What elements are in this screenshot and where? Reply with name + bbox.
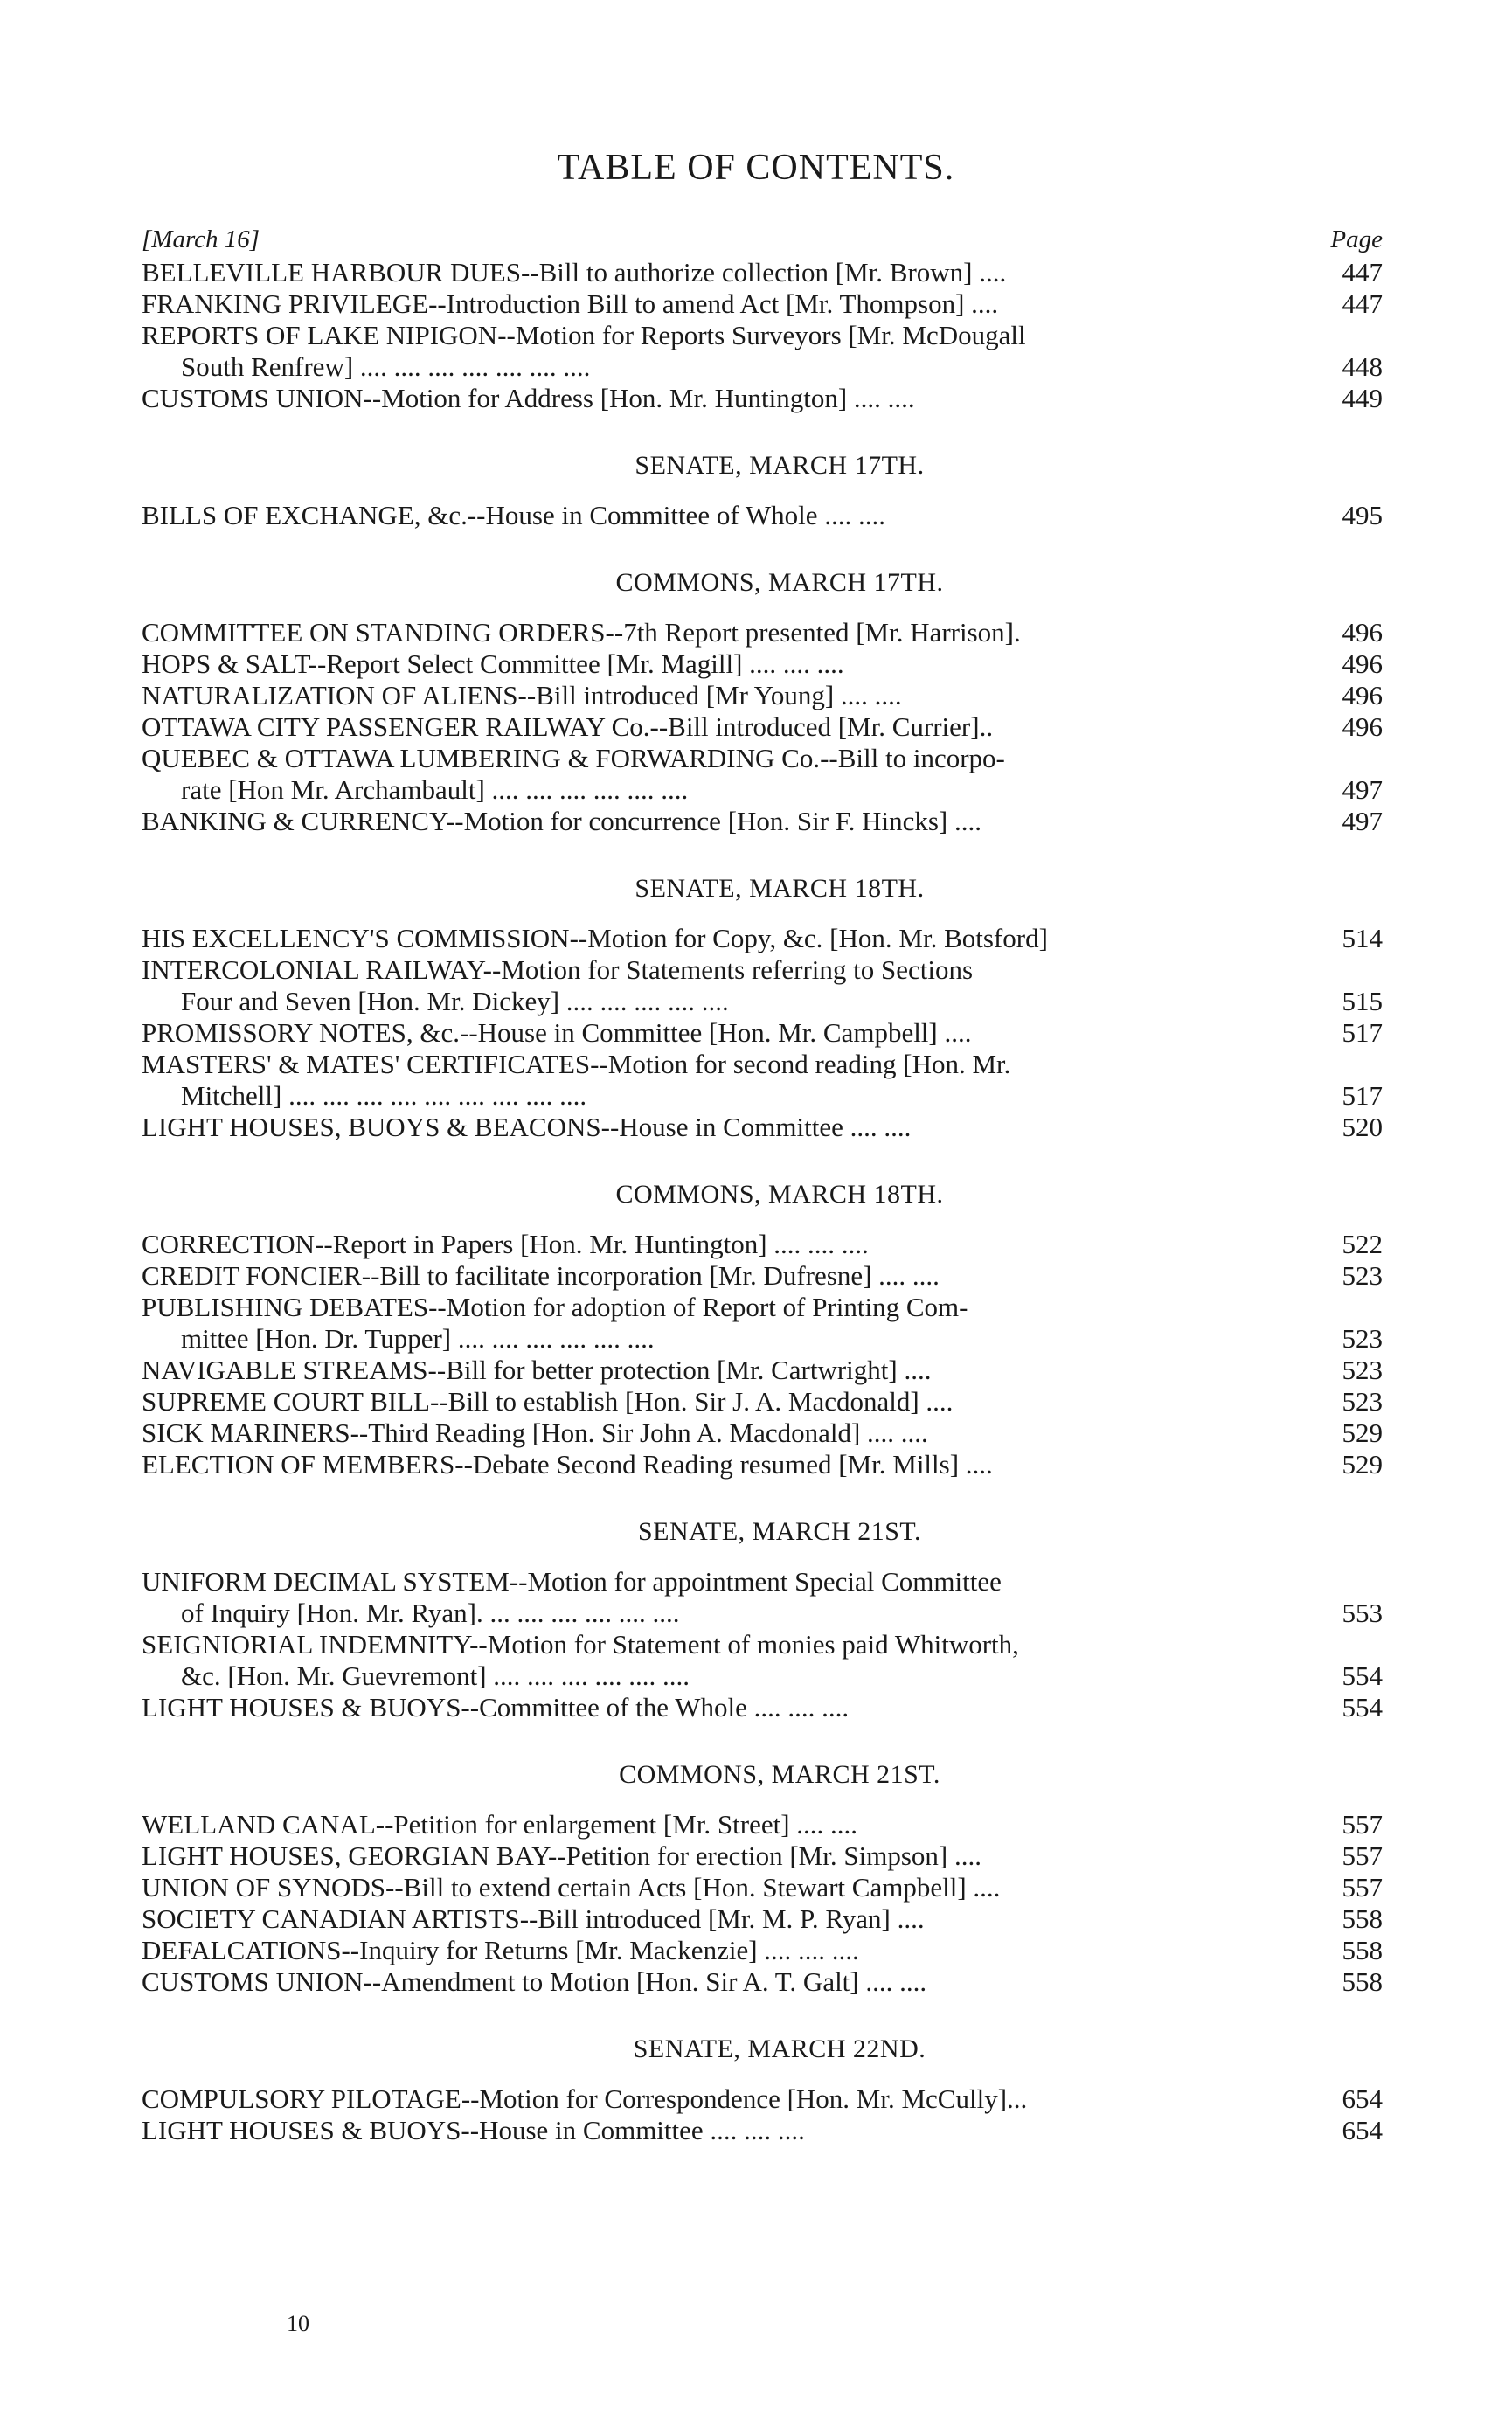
toc-entry-text: NATURALIZATION OF ALIENS--Bill introduced [Mr Young] .... .... (142, 680, 902, 710)
toc-entry-text: of Inquiry [Hon. Mr. Ryan]. ... .... .... .... .... .... (181, 1598, 680, 1628)
toc-entry-text: CORRECTION--Report in Papers [Hon. Mr. Huntington] .... .... .... (142, 1229, 869, 1259)
toc-entry-text: South Renfrew] .... .... .... .... .... .... .... (181, 351, 591, 382)
toc-entry-text: BELLEVILLE HARBOUR DUES--Bill to authorize collection [Mr. Brown] .... (142, 257, 1007, 288)
toc-entry-text: COMPULSORY PILOTAGE--Motion for Correspondence [Hon. Mr. McCully]... (142, 2083, 1028, 2114)
toc-entry (142, 1629, 1383, 1660)
toc-entry (142, 1598, 1383, 1629)
toc-entry-text: LIGHT HOUSES & BUOYS--House in Committee .... .... .... (142, 2115, 805, 2145)
toc-entry-page: 522 (1342, 1229, 1383, 1259)
section-heading: SENATE, MARCH 21ST. (638, 1517, 921, 1546)
toc-entry-text: CREDIT FONCIER--Bill to facilitate incorporation [Mr. Dufresne] .... .... (142, 1260, 940, 1291)
toc-entry-text: INTERCOLONIAL RAILWAY--Motion for Statements referring to Sections (142, 954, 974, 985)
toc-entry-page: 523 (1342, 1323, 1383, 1354)
toc-entry (142, 743, 1383, 774)
toc-entry (142, 806, 1383, 837)
toc-entry-text: REPORTS OF LAKE NIPIGON--Motion for Reports Surveyors [Mr. McDougall (142, 320, 1026, 350)
toc-entry (142, 1229, 1383, 1260)
toc-entry (142, 1566, 1383, 1598)
toc-entry-text: CUSTOMS UNION--Motion for Address [Hon. Mr. Huntington] .... .... (142, 383, 915, 413)
toc-entry-text: UNION OF SYNODS--Bill to extend certain Acts [Hon. Stewart Campbell] .... (142, 1872, 1001, 1903)
toc-entry-page: 557 (1342, 1840, 1383, 1871)
toc-entry (142, 1292, 1383, 1323)
toc-entry-page: 554 (1342, 1692, 1383, 1723)
toc-entry (142, 1660, 1383, 1692)
toc-entry-text: SEIGNIORIAL INDEMNITY--Motion for Statement of monies paid Whitworth, (142, 1629, 1019, 1660)
toc-entry-page: 529 (1342, 1418, 1383, 1448)
toc-entry-text: SICK MARINERS--Third Reading [Hon. Sir John A. Macdonald] .... .... (142, 1418, 928, 1448)
section-heading: COMMONS, MARCH 21ST. (619, 1760, 940, 1789)
page-title: TABLE OF CONTENTS. (557, 148, 955, 188)
toc-entry (142, 711, 1383, 743)
toc-entry-text: SUPREME COURT BILL--Bill to establish [Hon. Sir J. A. Macdonald] .... (142, 1386, 954, 1417)
toc-entry-page: 520 (1342, 1112, 1383, 1142)
toc-entry (142, 1049, 1383, 1080)
toc-entry-page: 496 (1342, 617, 1383, 648)
toc-entry (142, 1323, 1383, 1355)
toc-entry-page: 447 (1342, 288, 1383, 319)
toc-entry (142, 1080, 1383, 1112)
toc-entry-text: NAVIGABLE STREAMS--Bill for better protection [Mr. Cartwright] .... (142, 1355, 932, 1385)
toc-entry-text: FRANKING PRIVILEGE--Introduction Bill to amend Act [Mr. Thompson] .... (142, 288, 999, 319)
toc-entry-page: 553 (1342, 1598, 1383, 1628)
toc-entry (142, 500, 1383, 531)
toc-entry-page: 517 (1342, 1080, 1383, 1111)
toc-entry (142, 1260, 1383, 1292)
toc-entry (142, 1386, 1383, 1418)
toc-entry-page: 654 (1342, 2115, 1383, 2145)
section-heading: SENATE, MARCH 22ND. (633, 2034, 926, 2063)
toc-section (142, 451, 1383, 531)
toc-entry (142, 1692, 1383, 1723)
toc-entry-text: SOCIETY CANADIAN ARTISTS--Bill introduced [Mr. M. P. Ryan] .... (142, 1903, 925, 1934)
toc-entry (142, 288, 1383, 320)
toc-entry-page: 448 (1342, 351, 1383, 382)
toc-entry (142, 680, 1383, 711)
toc-entry-text: LIGHT HOUSES, BUOYS & BEACONS--House in Committee .... .... (142, 1112, 912, 1142)
toc-section (142, 874, 1383, 1143)
toc-entry (142, 351, 1383, 383)
toc-entry-text: LIGHT HOUSES & BUOYS--Committee of the Whole .... .... .... (142, 1692, 850, 1723)
toc-entry-text: PUBLISHING DEBATES--Motion for adoption of Report of Printing Com- (142, 1292, 968, 1322)
toc-entry (142, 1418, 1383, 1449)
toc-entry (142, 1840, 1383, 1872)
toc-entry (142, 1112, 1383, 1143)
toc-entry-text: OTTAWA CITY PASSENGER RAILWAY Co.--Bill introduced [Mr. Currier].. (142, 711, 994, 742)
toc-entry-page: 554 (1342, 1660, 1383, 1691)
page-column-label: Page (1330, 225, 1383, 253)
toc-entry-text: MASTERS' & MATES' CERTIFICATES--Motion for second reading [Hon. Mr. (142, 1049, 1011, 1079)
toc-entry (142, 954, 1383, 986)
toc-entry-text: Four and Seven [Hon. Mr. Dickey] .... .... .... .... .... (181, 986, 729, 1016)
toc-entry-text: WELLAND CANAL--Petition for enlargement [Mr. Street] .... .... (142, 1809, 858, 1840)
toc-entry-page: 523 (1342, 1260, 1383, 1291)
toc-header (142, 225, 1383, 257)
toc-entry-text: UNIFORM DECIMAL SYSTEM--Motion for appointment Special Committee (142, 1566, 1002, 1597)
toc-entry (142, 1017, 1383, 1049)
toc-entry-page: 523 (1342, 1386, 1383, 1417)
toc-entry-text: HOPS & SALT--Report Select Committee [Mr. Magill] .... .... .... (142, 648, 844, 679)
toc-first-group (142, 257, 1383, 414)
toc-sections (142, 451, 1383, 2146)
toc-entry-page: 557 (1342, 1872, 1383, 1903)
toc-entry-text: CUSTOMS UNION--Amendment to Motion [Hon. Sir A. T. Galt] .... .... (142, 1966, 927, 1997)
footer-page-number: 10 (287, 2311, 309, 2336)
toc-section (142, 1760, 1383, 1998)
toc-entry (142, 1935, 1383, 1966)
toc-entry-page: 497 (1342, 774, 1383, 805)
toc-entry-text: Mitchell] .... .... .... .... .... .... .... .... .... (181, 1080, 587, 1111)
toc-entry (142, 617, 1383, 648)
toc-entry (142, 1809, 1383, 1840)
toc-entry-page: 496 (1342, 680, 1383, 710)
toc-entry-page: 497 (1342, 806, 1383, 836)
toc-entry-page: 495 (1342, 500, 1383, 530)
toc-entry (142, 923, 1383, 954)
toc-entry-text: PROMISSORY NOTES, &c.--House in Committee [Hon. Mr. Campbell] .... (142, 1017, 972, 1048)
toc-entry-text: &c. [Hon. Mr. Guevremont] .... .... .... .... .... .... (181, 1660, 690, 1691)
toc-entry-text: rate [Hon Mr. Archambault] .... .... .... .... .... .... (181, 774, 689, 805)
toc-entry-text: mittee [Hon. Dr. Tupper] .... .... .... .... .... .... (181, 1323, 655, 1354)
toc-section (142, 1180, 1383, 1480)
toc-entry (142, 1355, 1383, 1386)
toc-entry (142, 1872, 1383, 1903)
toc-entry-text: QUEBEC & OTTAWA LUMBERING & FORWARDING Co.--Bill to incorpo- (142, 743, 1005, 773)
toc-body (142, 225, 1383, 2146)
toc-entry-page: 517 (1342, 1017, 1383, 1048)
toc-entry (142, 648, 1383, 680)
toc-entry-page: 515 (1342, 986, 1383, 1016)
toc-entry-page: 654 (1342, 2083, 1383, 2114)
toc-entry-page: 514 (1342, 923, 1383, 953)
toc-section (142, 568, 1383, 837)
toc-entry (142, 2115, 1383, 2146)
toc-entry (142, 320, 1383, 351)
toc-entry (142, 986, 1383, 1017)
toc-entry-page: 447 (1342, 257, 1383, 288)
toc-entry-text: COMMITTEE ON STANDING ORDERS--7th Report presented [Mr. Harrison]. (142, 617, 1021, 648)
toc-entry-text: BILLS OF EXCHANGE, &c.--House in Committee of Whole .... .... (142, 500, 885, 530)
toc-entry (142, 1903, 1383, 1935)
toc-entry (142, 1966, 1383, 1998)
toc-entry-page: 529 (1342, 1449, 1383, 1480)
toc-entry-page: 557 (1342, 1809, 1383, 1840)
toc-entry-page: 496 (1342, 711, 1383, 742)
section-heading: COMMONS, MARCH 18TH. (615, 1180, 944, 1209)
toc-entry-page: 523 (1342, 1355, 1383, 1385)
toc-date: [March 16] (142, 225, 260, 253)
toc-entry-text: BANKING & CURRENCY--Motion for concurrence [Hon. Sir F. Hincks] .... (142, 806, 981, 836)
toc-entry-page: 496 (1342, 648, 1383, 679)
toc-entry (142, 774, 1383, 806)
toc-entry-text: LIGHT HOUSES, GEORGIAN BAY--Petition for erection [Mr. Simpson] .... (142, 1840, 981, 1871)
toc-entry-page: 558 (1342, 1935, 1383, 1965)
toc-entry (142, 383, 1383, 414)
toc-section (142, 2034, 1383, 2146)
toc-section (142, 1517, 1383, 1723)
toc-entry-page: 558 (1342, 1903, 1383, 1934)
toc-entry-text: HIS EXCELLENCY'S COMMISSION--Motion for Copy, &c. [Hon. Mr. Botsford] (142, 923, 1048, 953)
toc-entry-page: 449 (1342, 383, 1383, 413)
toc-entry (142, 257, 1383, 288)
toc-entry (142, 1449, 1383, 1480)
toc-entry-text: ELECTION OF MEMBERS--Debate Second Reading resumed [Mr. Mills] .... (142, 1449, 993, 1480)
toc-entry-page: 558 (1342, 1966, 1383, 1997)
toc-entry-text: DEFALCATIONS--Inquiry for Returns [Mr. Mackenzie] .... .... .... (142, 1935, 859, 1965)
toc-entry (142, 2083, 1383, 2115)
section-heading: COMMONS, MARCH 17TH. (615, 568, 944, 597)
section-heading: SENATE, MARCH 17TH. (635, 451, 925, 480)
section-heading: SENATE, MARCH 18TH. (635, 874, 925, 903)
